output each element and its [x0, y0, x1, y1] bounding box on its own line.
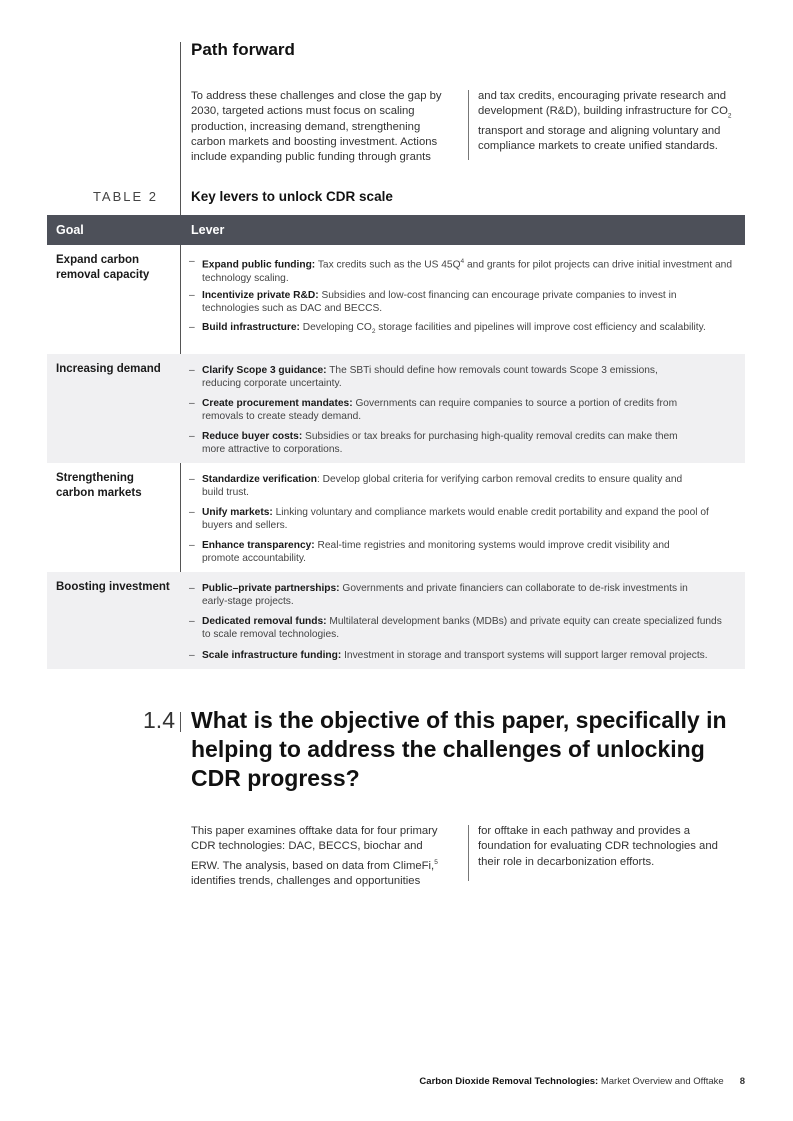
lever-item: – Unify markets: Linking voluntary and compliance markets would enable credit portability and expand the pool of buyers and sellers. — [189, 507, 709, 532]
intro-column-1-text: To address these challenges and close the gap by 2030, targeted actions must focus on scaling production, increasing demand, strengthening carbon markets and boosting investment. Actions include expanding public funding through grants — [191, 90, 442, 164]
column-divider — [468, 825, 469, 881]
lever-item: – Public–private partnerships: Governments and private financiers can collaborate to de-risk investments in early-stage projects. — [189, 583, 688, 608]
lever-item: – Clarify Scope 3 guidance: The SBTi should define how removals count towards Scope 3 emissions, reducing corporate uncertainty. — [189, 365, 658, 390]
lever-item: – Standardize verification: Develop global criteria for verifying carbon removal credits to ensure quality and build trust. — [189, 474, 683, 499]
intro-column-2-text-end: transport and storage and aligning voluntary and compliance markets to create unified standards. — [478, 124, 721, 153]
lever-item: – Incentivize private R&D: Subsidies and low-cost financing can encourage private companies to invest in technologies such as DAC and BECCS. — [189, 290, 677, 315]
table-header — [47, 215, 745, 245]
lever-item: – Dedicated removal funds: Multilateral development banks (MDBs) and private equity can create specialized funds to scale removal technologies. — [189, 616, 722, 641]
body-column-1: This paper examines offtake data for four primary CDR technologies: DAC, BECCS, biochar and ERW. The analysis, based on data from ClimeFi,$^5$ identifies trends, challenges and opportunities — [191, 825, 438, 887]
table-row — [47, 245, 745, 354]
lever-item: – Create procurement mandates: Governments can require companies to source a portion of credits from removals to create steady demand. — [189, 398, 678, 423]
lever-item: – Enhance transparency: Real-time registries and monitoring systems would improve credit visibility and promote accountability. — [189, 540, 670, 565]
intro-column-1 — [191, 89, 453, 165]
goal-cell: Boosting investment — [56, 581, 170, 593]
lever-item: – Build infrastructure: Developing $CO_2$ storage facilities and pipelines will improve cost efficiency and scalability. — [189, 322, 706, 336]
footer-subtitle: Market Overview and Offtake — [598, 1076, 724, 1087]
section-heading: What is the objective of this paper, specifically in helping to address the challenges of unlocking CDR progress? — [191, 707, 727, 791]
subscript: 2 — [727, 112, 732, 120]
left-rule-top — [180, 42, 181, 220]
page-footer — [419, 1076, 745, 1087]
section-title: Path forward — [191, 40, 295, 59]
left-rule-question — [180, 712, 181, 732]
page-number: 8 — [739, 1076, 745, 1087]
section-number: 1.4 — [143, 707, 175, 733]
body-column-2: for offtake in each pathway and provides a foundation for evaluating CDR technologies and their role in decarbonization efforts. — [478, 825, 718, 868]
footnote-ref: 5 — [434, 858, 438, 866]
goal-cell: Expand carbon removal capacity — [56, 254, 150, 281]
footer-title: Carbon Dioxide Removal Technologies: — [419, 1076, 599, 1087]
lever-item: – Scale infrastructure funding: Investment in storage and transport systems will support larger removal projects. — [189, 650, 708, 661]
intro-column-2 — [478, 89, 744, 154]
table-row — [47, 463, 745, 572]
header-goal: Goal — [56, 223, 84, 237]
lever-item: – Reduce buyer costs: Subsidies or tax breaks for purchasing high-quality removal credits can make them more attractive to corporations. — [189, 431, 678, 456]
column-divider — [468, 90, 469, 160]
goal-cell: Increasing demand — [56, 363, 161, 375]
table-row — [47, 572, 745, 669]
table-title: Key levers to unlock CDR scale — [191, 189, 393, 204]
table-row — [47, 354, 745, 463]
table-label: TABLE 2 — [92, 189, 158, 204]
lever-item: – Expand public funding: Tax credits such as the US $45Q^4$ and grants for pilot projects can drive initial investment and technology scaling. — [189, 256, 733, 284]
header-lever: Lever — [191, 223, 225, 237]
intro-column-2-text: and tax credits, encouraging private research and development (R&D), building infrastructure for CO — [478, 90, 728, 118]
goal-cell: Strengthening carbon markets — [56, 472, 142, 499]
